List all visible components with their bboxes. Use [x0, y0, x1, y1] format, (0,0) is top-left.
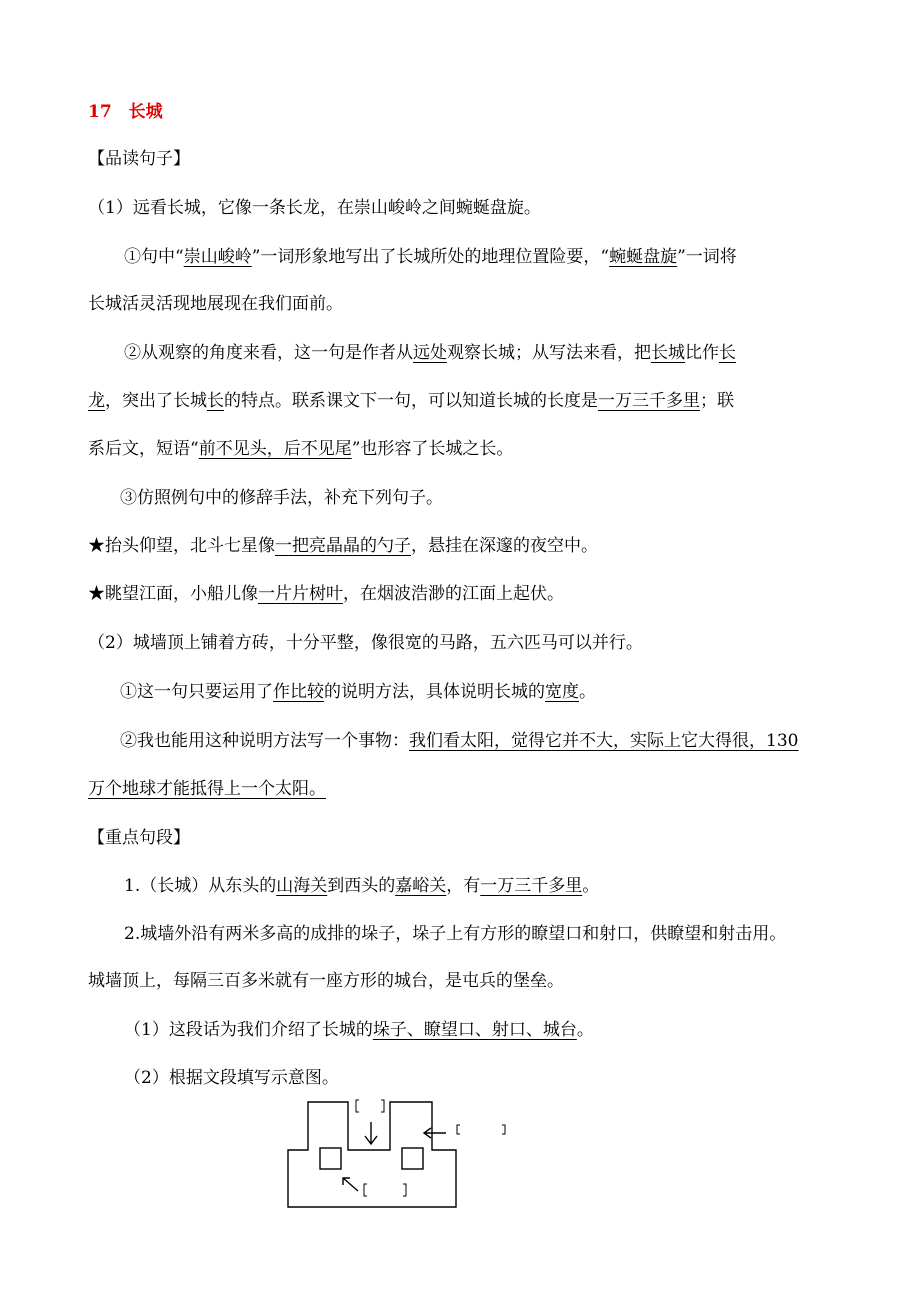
answer-bracket: [356, 1100, 359, 1112]
question-2-2-line-1: [120, 729, 798, 753]
answer-blank: 作比较: [273, 682, 324, 702]
question-1-1-line-2: 长城活灵活现地展现在我们面前。: [88, 294, 343, 314]
question-1-2-line-1: [124, 341, 736, 365]
text: ①句中“: [124, 247, 184, 267]
lookout-window: [402, 1148, 423, 1169]
question-1: （1）远看长城，它像一条长龙，在崇山峻岭之间蜿蜒盘旋。: [88, 198, 541, 218]
text: ，有: [446, 876, 481, 896]
answer-blank: 长: [207, 391, 224, 411]
text: 1.（长城）从东头的: [124, 876, 277, 896]
text: ”一词将: [677, 247, 737, 267]
diagonal-arrow-icon: [343, 1178, 358, 1191]
text: 观察长城；从写法来看，把: [447, 343, 651, 363]
text: 比作: [685, 343, 719, 363]
answer-blank: 崇山峻岭: [183, 247, 252, 267]
wall-outline: [288, 1102, 456, 1207]
key-point-2-1: [124, 1018, 594, 1042]
text: 到西头的: [327, 876, 396, 896]
page-title: 17 长城: [88, 102, 163, 122]
answer-blank: 长: [719, 343, 736, 363]
star-sentence-1: [88, 534, 598, 558]
answer-blank: 垛子、瞭望口、射口、城台: [372, 1020, 577, 1040]
answer-bracket: [502, 1125, 505, 1134]
answer-bracket: [403, 1184, 406, 1196]
section-heading-zhongdian: 【重点句段】: [88, 828, 190, 848]
text: ②我也能用这种说明方法写一个事物：: [120, 731, 409, 751]
question-1-3: ③仿照例句中的修辞手法，补充下列句子。: [120, 488, 443, 508]
text: 。: [576, 1020, 594, 1040]
answer-blank: 一把亮晶晶的勺子: [275, 536, 411, 556]
section-heading-pindu: 【品读句子】: [88, 149, 190, 169]
text: ”也形容了长城之长。: [351, 439, 514, 459]
text: 的说明方法，具体说明长城的: [324, 682, 545, 702]
answer-blank: 长城: [651, 343, 685, 363]
answer-blank: 蜿蜒盘旋: [609, 247, 678, 267]
answer-blank: 远处: [413, 343, 447, 363]
great-wall-diagram: [280, 1092, 530, 1217]
text: ；联: [700, 391, 734, 411]
answer-blank: 我们看太阳，觉得它并不大，实际上它大得很，130: [409, 731, 799, 751]
text: ”一词形象地写出了长城所处的地理位置险要，“: [251, 247, 610, 267]
left-arrow-icon: [424, 1128, 446, 1138]
answer-blank: 山海关: [276, 876, 328, 896]
text: 的特点。联系课文下一句，可以知道长城的长度是: [224, 391, 598, 411]
answer-blank: 宽度: [545, 682, 579, 702]
lookout-window: [320, 1148, 341, 1169]
answer-blank: 前不见头，后不见尾: [198, 439, 352, 459]
text: ，在烟波浩渺的江面上起伏。: [343, 584, 564, 604]
key-point-2-line-2: 城墙顶上，每隔三百多米就有一座方形的城台，是屯兵的堡垒。: [88, 971, 564, 991]
answer-blank: 一片片树叶: [258, 584, 343, 604]
text: ★眺望江面，小船儿像: [88, 584, 258, 604]
answer-bracket: [457, 1125, 460, 1134]
key-point-2-line-1: 2.城墙外沿有两米多高的成排的垛子，垛子上有方形的瞭望口和射口，供瞭望和射击用。: [124, 924, 787, 944]
key-point-2-2: （2）根据文段填写示意图。: [124, 1068, 339, 1088]
answer-blank: 万个地球才能抵得上一个太阳。: [88, 779, 326, 799]
question-2: （2）城墙顶上铺着方砖，十分平整，像很宽的马路，五六匹马可以并行。: [88, 633, 643, 653]
question-2-2-line-2: [88, 777, 326, 801]
text: 。: [579, 682, 596, 702]
answer-blank: 一万三千多里: [480, 876, 583, 896]
text: ，突出了长城: [105, 391, 207, 411]
answer-blank: 嘉峪关: [395, 876, 447, 896]
text: 系后文，短语“: [88, 439, 199, 459]
text: （1）这段话为我们介绍了长城的: [124, 1020, 373, 1040]
star-sentence-2: [88, 582, 564, 606]
text: ②从观察的角度来看，这一句是作者从: [124, 343, 413, 363]
text: ★抬头仰望，北斗七星像: [88, 536, 275, 556]
question-2-1: [120, 680, 596, 704]
text: ①这一句只要运用了: [120, 682, 273, 702]
answer-bracket: [364, 1184, 367, 1196]
text: 。: [582, 876, 600, 896]
text: ，悬挂在深邃的夜空中。: [411, 536, 598, 556]
down-arrow-icon: [365, 1122, 377, 1144]
question-1-1-line-1: [124, 245, 737, 269]
answer-blank: 龙: [88, 391, 105, 411]
question-1-2-line-2: [88, 389, 734, 413]
key-point-1: [124, 874, 599, 898]
answer-blank: 一万三千多里: [598, 391, 700, 411]
question-1-2-line-3: [88, 437, 513, 461]
answer-bracket: [381, 1100, 384, 1112]
